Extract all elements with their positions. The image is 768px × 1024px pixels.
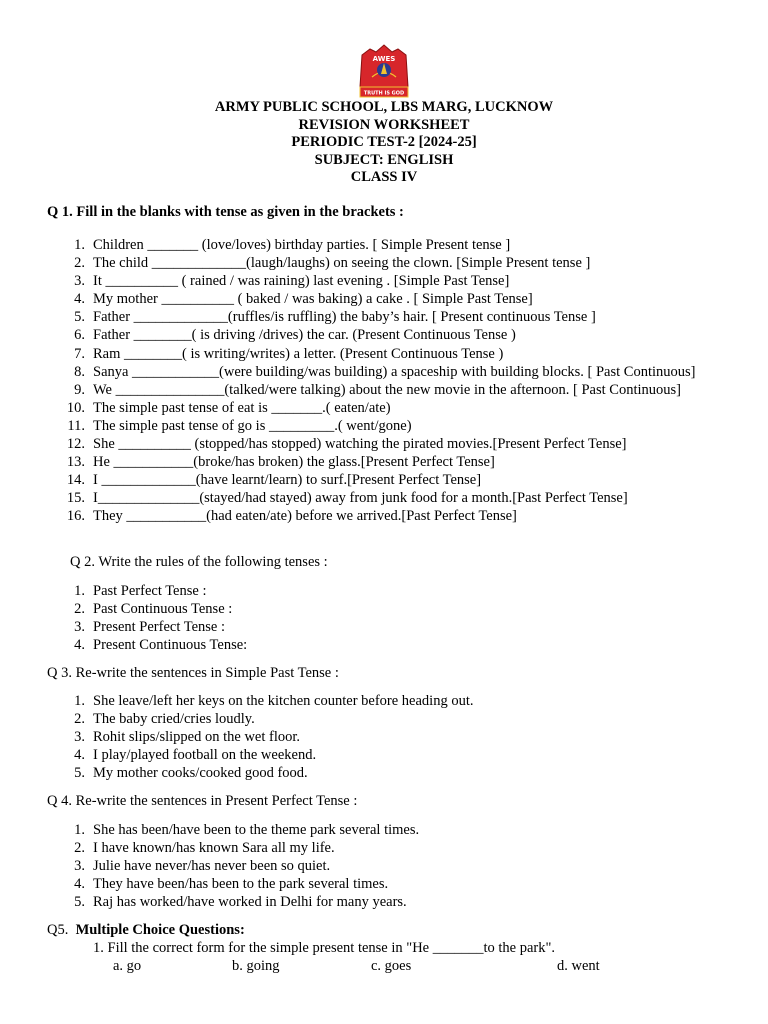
q5-question: 1. Fill the correct form for the simple present tense in "He _______to the park".	[93, 940, 556, 956]
q1-item	[66, 471, 730, 489]
item-number: 14.	[66, 472, 85, 489]
item-text: The baby cried/cries loudly.	[93, 711, 255, 728]
item-number: 3.	[74, 273, 85, 290]
item-number: 4.	[74, 876, 85, 893]
item-number: 4.	[74, 291, 85, 308]
item-text: She has been/have been to the theme park several times.	[93, 822, 420, 838]
item-number: 16.	[66, 508, 85, 525]
item-number: 4.	[74, 747, 85, 764]
q1-item	[66, 399, 730, 417]
q4-item	[70, 821, 670, 839]
q2-item	[70, 618, 670, 636]
q1-heading: Q 1. Fill in the blanks with tense as given in the brackets :	[47, 204, 404, 220]
test-name: PERIODIC TEST-2 [2024-25]	[291, 134, 477, 150]
q1-item	[67, 417, 730, 435]
logo-top-text: AWES	[372, 55, 396, 63]
q1-item	[66, 435, 730, 453]
item-text: The simple past tense of eat is _______.( eaten/ate)	[93, 399, 391, 416]
item-number: 3.	[74, 729, 85, 746]
item-text: Past Continuous Tense :	[93, 601, 233, 618]
item-text: Julie have never/has never been so quiet.	[93, 858, 331, 875]
item-text: Present Continuous Tense:	[93, 637, 248, 654]
q4-heading: Q 4. Re-write the sentences in Present Perfect Tense :	[47, 793, 358, 809]
item-number: 8.	[74, 363, 85, 380]
q1-item	[70, 308, 730, 326]
q1-item	[70, 345, 730, 363]
item-text: He ___________(broke/has broken) the glass.[Present Perfect Tense]	[93, 454, 495, 471]
awes-logo	[352, 43, 416, 101]
q1-item	[70, 363, 730, 381]
item-number: 1.	[74, 822, 85, 838]
item-text: I play/played football on the weekend.	[93, 747, 317, 764]
q4-item	[70, 839, 670, 857]
q2-item	[70, 582, 670, 600]
q4-item	[70, 857, 670, 875]
item-text: It __________ ( rained / was raining) last evening . [Simple Past Tense]	[93, 273, 510, 290]
q1-item	[70, 272, 730, 290]
item-number: 3.	[74, 858, 85, 875]
q5-option-a: a. go	[113, 958, 142, 974]
item-text: She leave/left her keys on the kitchen counter before heading out.	[93, 693, 474, 709]
item-text: Present Perfect Tense :	[93, 619, 225, 636]
q4-item	[70, 893, 670, 911]
q1-item	[70, 236, 730, 254]
logo-motto: TRUTH IS GOD	[363, 90, 405, 97]
q1-list	[66, 236, 730, 526]
q5-heading: Multiple Choice Questions:	[75, 922, 245, 938]
q3-item	[70, 728, 670, 746]
q5-option-c: c. goes	[371, 958, 412, 974]
q3-list	[70, 692, 670, 782]
q5-option-d: d. went	[557, 958, 600, 974]
item-number: 15.	[66, 490, 85, 507]
item-text: Father _____________(ruffles/is ruffling) the baby’s hair. [ Present continuous Tense ]	[93, 309, 596, 326]
subject: SUBJECT: ENGLISH	[314, 151, 454, 168]
item-number: 9.	[74, 381, 85, 398]
q1-item	[70, 326, 730, 344]
item-text: I______________(stayed/had stayed) away from junk food for a month.[Past Perfect Tense]	[93, 490, 628, 507]
item-text: We _______________(talked/were talking) about the new movie in the afternoon. [ Past Continuous]	[93, 381, 681, 398]
q1-item	[66, 453, 730, 471]
q3-item	[70, 764, 670, 782]
item-number: 2.	[74, 711, 85, 728]
item-number: 2.	[74, 601, 85, 618]
q5-heading-line	[47, 921, 245, 939]
item-text: I _____________(have learnt/learn) to surf.[Present Perfect Tense]	[93, 472, 482, 489]
item-number: 1.	[74, 693, 85, 709]
item-text: They have been/has been to the park several times.	[93, 876, 389, 893]
school-name: ARMY PUBLIC SCHOOL, LBS MARG, LUCKNOW	[214, 99, 554, 115]
q3-item	[70, 692, 670, 710]
q4-item	[70, 875, 670, 893]
item-number: 10.	[66, 399, 85, 416]
worksheet-title: REVISION WORKSHEET	[298, 116, 470, 133]
item-number: 1.	[74, 583, 85, 599]
item-number: 5.	[74, 309, 85, 326]
item-number: 5.	[74, 894, 85, 911]
item-text: Rohit slips/slipped on the wet floor.	[93, 729, 301, 746]
item-text: Father ________( is driving /drives) the car. (Present Continuous Tense )	[93, 327, 516, 344]
item-text: They ___________(had eaten/ate) before we arrived.[Past Perfect Tense]	[93, 508, 517, 525]
q1-item	[70, 254, 730, 272]
item-text: She __________ (stopped/has stopped) watching the pirated movies.[Present Perfect Tense]	[93, 436, 627, 453]
item-text: Children _______ (love/loves) birthday parties. [ Simple Present tense ]	[93, 237, 511, 253]
q2-item	[70, 600, 670, 618]
item-text: My mother __________ ( baked / was baking) a cake . [ Simple Past Tense]	[93, 291, 533, 308]
class-name: CLASS IV	[350, 169, 418, 185]
item-number: 3.	[74, 619, 85, 636]
item-text: The simple past tense of go is _________.( went/gone)	[93, 417, 412, 434]
item-number: 4.	[74, 637, 85, 654]
item-number: 1.	[74, 237, 85, 253]
document-header	[0, 99, 768, 187]
q1-item	[70, 290, 730, 308]
q4-list	[70, 821, 670, 911]
q2-list	[70, 582, 670, 654]
item-text: Past Perfect Tense :	[93, 583, 207, 599]
item-number: 7.	[74, 345, 85, 362]
item-number: 2.	[74, 840, 85, 857]
q5-option-b: b. going	[232, 958, 280, 974]
q5-label: Q5.	[47, 922, 69, 938]
item-text: I have known/has known Sara all my life.	[93, 840, 335, 857]
q2-item	[70, 636, 670, 654]
q1-item	[66, 489, 730, 507]
q1-item	[70, 381, 730, 399]
item-text: Ram ________( is writing/writes) a letter. (Present Continuous Tense )	[93, 345, 504, 362]
item-number: 6.	[74, 327, 85, 344]
item-text: The child _____________(laugh/laughs) on seeing the clown. [Simple Present tense ]	[93, 255, 591, 272]
item-number: 5.	[74, 765, 85, 782]
item-text: Sanya ____________(were building/was building) a spaceship with building blocks. [ Past Continuous]	[93, 363, 696, 380]
q3-heading: Q 3. Re-write the sentences in Simple Past Tense :	[47, 665, 339, 681]
item-text: My mother cooks/cooked good food.	[93, 765, 308, 782]
q1-item	[66, 507, 730, 525]
item-number: 13.	[66, 454, 85, 471]
item-number: 11.	[67, 417, 85, 434]
q2-heading: Q 2. Write the rules of the following tenses :	[70, 554, 328, 570]
item-text: Raj has worked/have worked in Delhi for many years.	[93, 894, 407, 911]
q3-item	[70, 710, 670, 728]
item-number: 2.	[74, 255, 85, 272]
q3-item	[70, 746, 670, 764]
item-number: 12.	[66, 436, 85, 453]
